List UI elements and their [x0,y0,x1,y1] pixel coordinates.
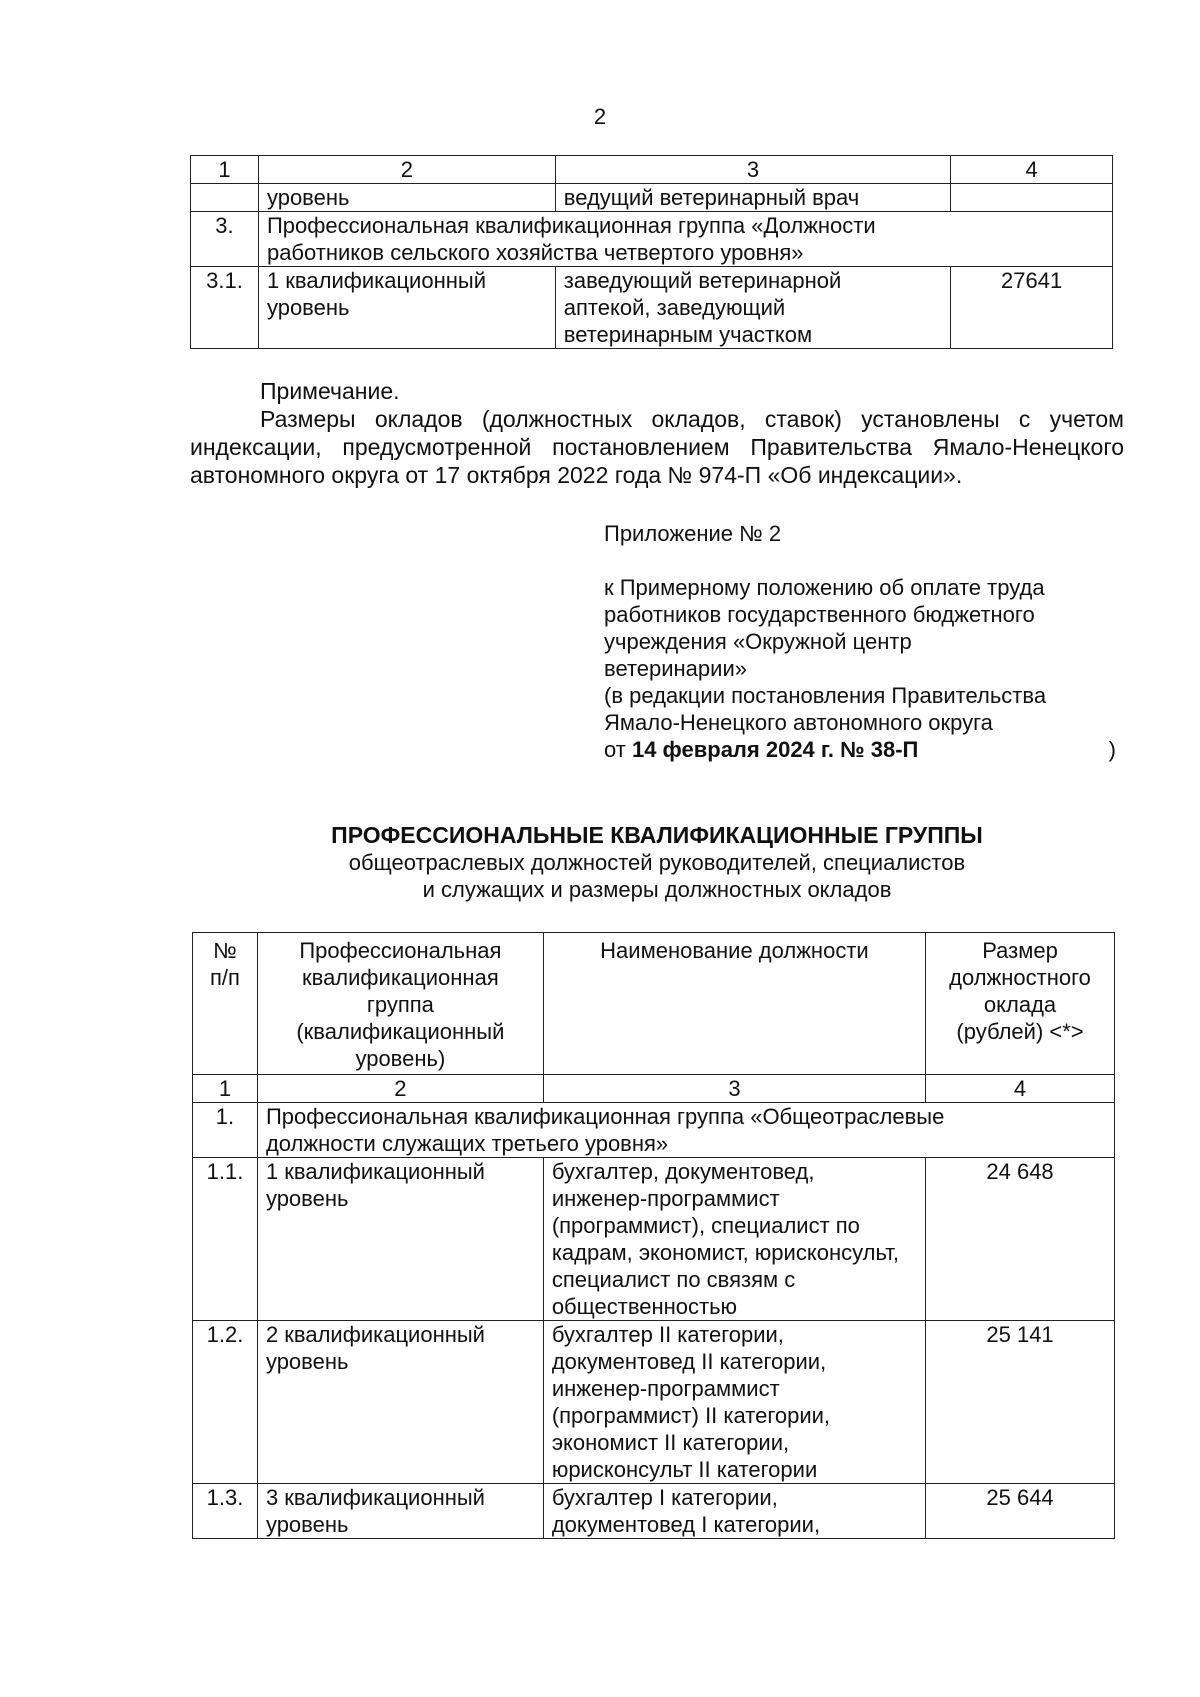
group-title-cell: Профессиональная квалификационная группа «Должности работников сельского хозяйства четвертого уровня» [258,212,1112,267]
appendix-from: от [604,737,626,762]
group-row [193,1103,1115,1158]
row-number-cell [191,184,259,212]
salary-table [192,932,1115,1539]
column-number: 4 [951,156,1113,184]
appendix-line: учреждения «Окружной центр [604,629,912,654]
row-number-cell: 1.3. [193,1484,258,1539]
appendix-line: к Примерному положению об оплате труда [604,575,1045,600]
header-row [193,933,1115,1075]
table-row [191,184,1113,212]
appendix-line: работников государственного бюджетного [604,602,1035,627]
appendix-line: ветеринарии» [604,656,747,681]
salary-cell: 25 644 [926,1484,1115,1539]
page-number: 2 [593,104,607,129]
header-salary: Размер должностного оклада (рублей) <*> [926,933,1115,1075]
header-number: № п/п [193,933,258,1075]
appendix-date-line [604,736,1124,763]
appendix-block [604,520,1124,763]
salary-cell: 27641 [951,267,1113,349]
appendix-date: 14 февраля 2024 г. № 38-П [631,737,919,762]
column-number: 4 [926,1075,1115,1103]
heading-subtitle: общеотраслевых должностей руководителей, специалистов [348,850,966,875]
qualification-level-cell: уровень [258,184,555,212]
qualification-level-cell: 1 квалификационный уровень [258,267,555,349]
column-number: 1 [191,156,259,184]
column-number-row [193,1075,1115,1103]
salary-cell: 25 141 [926,1321,1115,1484]
qualification-level-cell: 2 квалификационный уровень [257,1321,543,1484]
heading-title: ПРОФЕССИОНАЛЬНЫЕ КВАЛИФИКАЦИОННЫЕ ГРУППЫ [331,822,983,848]
row-number-cell: 3. [191,212,259,267]
appendix-line: (в редакции постановления Правительства [604,683,1047,708]
row-number-cell: 1. [193,1103,258,1158]
salary-cell: 24 648 [926,1158,1115,1321]
section-heading [190,822,1124,903]
row-number-cell: 3.1. [191,267,259,349]
table-row [191,267,1113,349]
table-row [193,1321,1115,1484]
closing-paren: ) [1108,737,1116,762]
salary-cell [951,184,1113,212]
position-names-cell: бухгалтер I категории, документовед I категории, [543,1484,925,1539]
note-block [190,377,1124,489]
table-row [193,1484,1115,1539]
note-title: Примечание. [260,378,400,404]
appendix-title: Приложение № 2 [604,521,782,546]
qualification-level-cell: 3 квалификационный уровень [257,1484,543,1539]
qualification-level-cell: 1 квалификационный уровень [257,1158,543,1321]
row-number-cell: 1.2. [193,1321,258,1484]
group-row [191,212,1113,267]
position-names-cell: бухгалтер II категории, документовед II категории, инженер-программист (программист) II категории, экономист II категории, юрисконсульт II категории [543,1321,925,1484]
column-number: 3 [555,156,950,184]
group-title-cell: Профессиональная квалификационная группа «Общеотраслевые должности служащих третьего уровня» [257,1103,1114,1158]
position-names-cell: бухгалтер, документовед, инженер-программист (программист), специалист по кадрам, экономист, юрисконсульт, специалист по связям с общественностью [543,1158,925,1321]
appendix-line: Ямало-Ненецкого автономного округа [604,710,993,735]
position-names-cell: ведущий ветеринарный врач [555,184,950,212]
header-position-name: Наименование должности [543,933,925,1075]
table-row [193,1158,1115,1321]
heading-subtitle: и служащих и размеры должностных окладов [422,877,892,902]
positions-table-continued [190,155,1113,349]
row-number-cell: 1.1. [193,1158,258,1321]
column-number: 1 [193,1075,258,1103]
note-text: Размеры окладов (должностных окладов, ставок) установлены с учетом индексации, предусмотренной постановлением Правительства Ямало-Ненецкого автономного округа от 17 октября 2022 года № 974-П «Об индексации». [190,406,1124,488]
column-number: 2 [258,156,555,184]
column-number: 2 [257,1075,543,1103]
column-number-row [191,156,1113,184]
column-number: 3 [543,1075,925,1103]
position-names-cell: заведующий ветеринарной аптекой, заведующий ветеринарным участком [555,267,950,349]
header-qualification-group: Профессиональная квалификационная группа (квалификационный уровень) [257,933,543,1075]
